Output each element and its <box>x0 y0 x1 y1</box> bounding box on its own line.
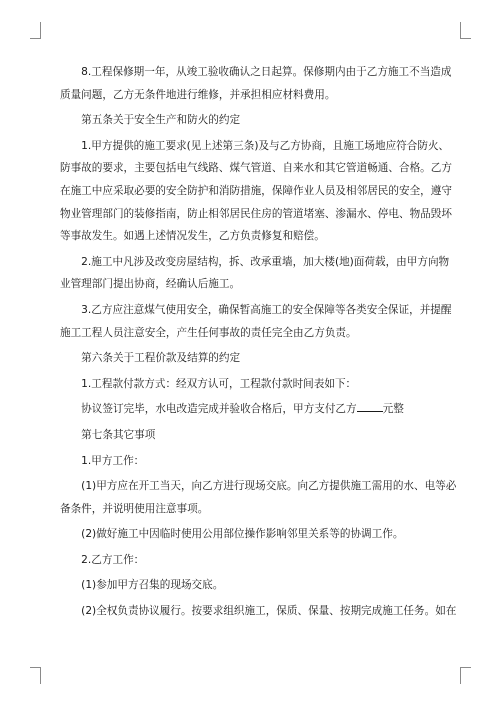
text-line: 2.乙方工作： <box>60 553 145 566</box>
text-line: 业管理部门提出协商，经确认后施工。 <box>60 278 241 291</box>
text-line: 1.甲方提供的施工要求(见上述第三条)及与乙方协商，且施工场地应符合防火、 <box>60 139 450 152</box>
text-line: 防事故的要求，主要包括电气线路、煤气管道、自来水和其它管道畅通、合格。乙方 <box>60 162 452 175</box>
clause-payment-schedule <box>60 398 444 421</box>
amount-blank <box>357 401 383 412</box>
text-line: (1)参加甲方召集的现场交底。 <box>60 579 224 592</box>
crop-mark-top-left <box>30 22 41 39</box>
text-line: 3.乙方应注意煤气使用安全，确保暂高施工的安全保障等各类安全保证，并提醒 <box>60 303 452 316</box>
text-line: 1.甲方工作： <box>60 454 145 467</box>
text-line: (1)甲方应在开工当天，向乙方进行现场交底。向乙方提供施工需用的水、电等必 <box>60 480 457 493</box>
text-line: 2.施工中凡涉及改变房屋结构，拆、改承重墙，加大楼(地)面荷载，由甲方向物 <box>60 255 450 268</box>
text-line: (2)做好施工中因临时使用公用部位操作影响邻里关系等的协调工作。 <box>60 528 404 541</box>
section-heading-article-5 <box>60 109 444 132</box>
clause-party-a-1 <box>60 475 457 520</box>
clause-safety-1 <box>60 135 452 248</box>
subheading-party-a-duties <box>60 450 444 473</box>
crop-mark-bottom-right <box>460 667 471 684</box>
payment-text-after-blank: 元整 <box>382 403 404 416</box>
text-line: 第六条关于工程价款及结算的约定 <box>60 352 241 365</box>
clause-party-b-2 <box>60 600 457 623</box>
text-line: 1.工程款付款方式：经双方认可，工程款付款时间表如下： <box>60 377 357 390</box>
text-line <box>60 398 444 421</box>
text-line: 施工工程人员注意安全，产生任何事故的责任完全由乙方负责。 <box>60 326 357 339</box>
section-heading-article-6 <box>60 347 444 370</box>
crop-mark-bottom-left <box>30 667 41 684</box>
text-line: 8.工程保修期一年，从竣工验收确认之日起算。保修期内由于乙方施工不当造成 <box>60 66 452 78</box>
text-line: 等事故发生。如遇上述情况发生，乙方负责修复和赔偿。 <box>60 230 325 243</box>
clause-party-a-2 <box>60 523 444 546</box>
text-line: 质量问题，乙方无条件地进行维修，并承担相应材料费用。 <box>60 88 336 101</box>
text-line: 在施工中应采取必要的安全防护和消防措施，保障作业人员及相邻居民的安全，遵守 <box>60 184 452 197</box>
document-body <box>60 61 457 626</box>
text-line: 第五条关于安全生产和防火的约定 <box>60 114 241 127</box>
clause-payment-method <box>60 373 444 396</box>
clause-party-b-1 <box>60 574 444 597</box>
clause-safety-3 <box>60 299 452 344</box>
text-line: 备条件，并说明使用注意事项。 <box>60 502 209 515</box>
clause-safety-2 <box>60 251 450 296</box>
text-line: (2)全权负责协议履行。按要求组织施工，保质、保量、按期完成施工任务。如在 <box>60 605 457 618</box>
section-heading-article-7 <box>60 424 444 447</box>
crop-mark-top-right <box>460 22 471 39</box>
text-line: 第七条其它事项 <box>60 428 156 441</box>
clause-warranty-period <box>60 61 452 106</box>
subheading-party-b-duties <box>60 549 444 572</box>
text-line: 物业管理部门的装修指南，防止相邻居民住房的管道堵塞、渗漏水、停电、物品毁坏 <box>60 207 452 220</box>
payment-text-before-blank: 协议签订完毕，水电改造完成并验收合格后，甲方支付乙方 <box>60 403 357 416</box>
